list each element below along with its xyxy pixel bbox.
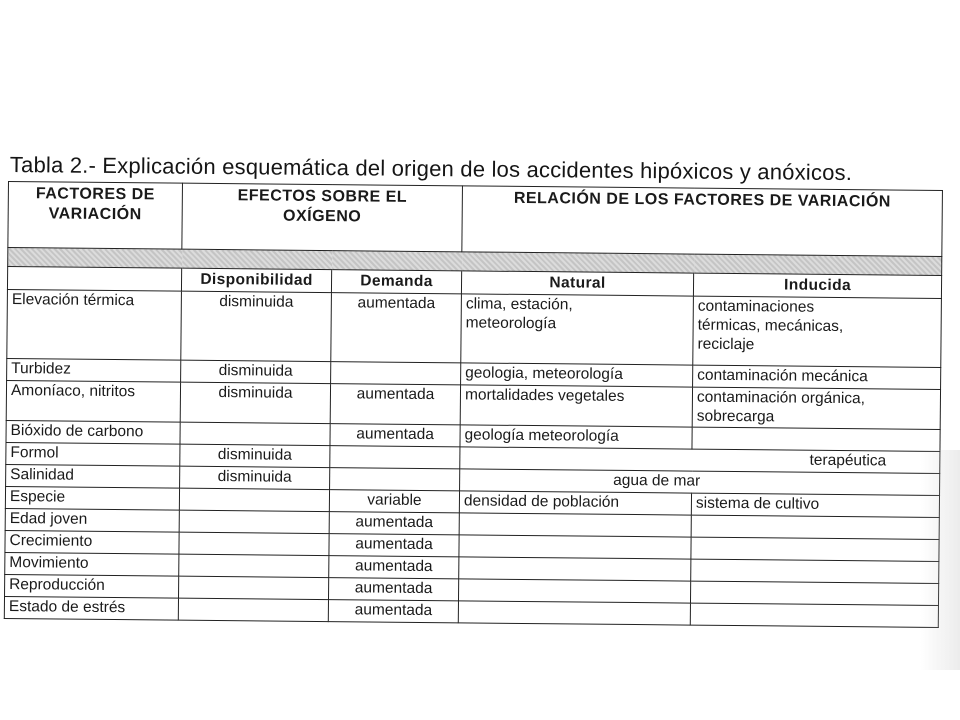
factor-cell: Estado de estrés [4,596,178,620]
natural-cell [459,557,691,581]
demanda-cell: variable [329,490,459,513]
factor-cell: Amoníaco, nitritos [6,380,180,422]
relacion-merged-text: terapéutica [809,451,887,470]
factor-cell: Crecimiento [5,530,179,554]
inducida-cell: sistema de cultivo [691,493,939,517]
table-row [7,289,942,367]
inducida-cell [691,537,939,561]
disponibilidad-cell: disminuida [180,466,330,489]
inducida-line: sobrecarga [696,407,775,426]
natural-cell: geología meteorología [460,425,692,449]
disponibilidad-cell [178,598,328,621]
demanda-cell: aumentada [329,512,459,535]
inducida-cell [692,387,940,429]
subheader-inducida: Inducida [693,273,941,298]
disponibilidad-cell: disminuida [181,291,332,361]
factor-cell: Edad joven [5,508,179,532]
inducida-cell [691,515,939,539]
natural-cell [459,579,691,603]
relacion-merged-text: agua de mar [613,471,701,490]
disponibilidad-cell: disminuida [181,360,331,383]
header-factores-line1: FACTORES DE [35,185,155,204]
factor-cell: Formol [6,442,180,466]
demanda-cell: aumentada [329,556,459,579]
natural-line: clima, estación, [465,295,573,314]
demanda-cell: aumentada [331,293,462,363]
inducida-line: contaminaciones [697,297,815,316]
disponibilidad-cell [179,554,329,577]
factor-cell: Elevación térmica [7,289,182,360]
inducida-cell: contaminación mecánica [693,365,941,389]
inducida-cell [690,581,938,605]
header-factores [8,182,183,250]
natural-cell [458,601,690,625]
demanda-cell: aumentada [328,578,458,601]
demanda-cell [330,468,460,491]
natural-cell: densidad de población [459,491,691,515]
natural-cell [461,294,694,365]
inducida-cell [690,603,938,627]
disponibilidad-cell [179,532,329,555]
inducida-line: contaminación orgánica, [696,388,866,408]
demanda-cell [330,446,460,469]
factor-cell: Salinidad [6,464,180,488]
table-title: Tabla 2.- Explicación esquemática del origen de los accidentes hipóxicos y anóxicos. [9,152,853,186]
inducida-line: reciclaje [697,335,755,354]
demanda-cell: aumentada [329,534,459,557]
disponibilidad-cell [179,510,329,533]
natural-cell: geologia, meteorología [461,363,693,387]
factor-cell: Reproducción [5,574,179,598]
table-container [4,181,943,628]
subheader-disponibilidad: Disponibilidad [181,268,331,292]
disponibilidad-cell [180,422,330,445]
factors-table [4,181,943,628]
disponibilidad-cell: disminuida [180,382,330,423]
inducida-cell [693,296,942,367]
header-relacion [462,186,943,257]
inducida-cell [692,427,940,451]
subheader-natural: Natural [461,271,693,296]
factor-cell: Movimiento [5,552,179,576]
header-factores-line2: VARIACIÓN [48,205,142,224]
inducida-cell [691,559,939,583]
subheader-blank [7,267,181,292]
factor-cell: Turbidez [7,358,181,382]
scan-shadow [920,450,960,670]
header-efectos [182,183,463,252]
demanda-cell [331,362,461,385]
inducida-line: térmicas, mecánicas, [697,316,844,336]
factor-cell: Bióxido de carbono [6,420,180,444]
demanda-cell: aumentada [328,600,458,623]
demanda-cell: aumentada [330,424,460,447]
header-relacion-text: RELACIÓN DE LOS FACTORES DE VARIACIÓN [513,189,891,211]
disponibilidad-cell [179,576,329,599]
natural-cell: mortalidades vegetales [460,385,692,427]
header-efectos-line1: EFECTOS SOBRE EL [237,187,408,206]
subheader-demanda: Demanda [331,270,461,294]
disponibilidad-cell [179,488,329,511]
disponibilidad-cell: disminuida [180,444,330,467]
demanda-cell: aumentada [330,384,460,425]
natural-cell [459,535,691,559]
natural-cell [459,513,691,537]
factor-cell: Especie [5,486,179,510]
natural-line: meteorología [465,314,557,333]
header-efectos-line2: OXÍGENO [283,207,362,226]
